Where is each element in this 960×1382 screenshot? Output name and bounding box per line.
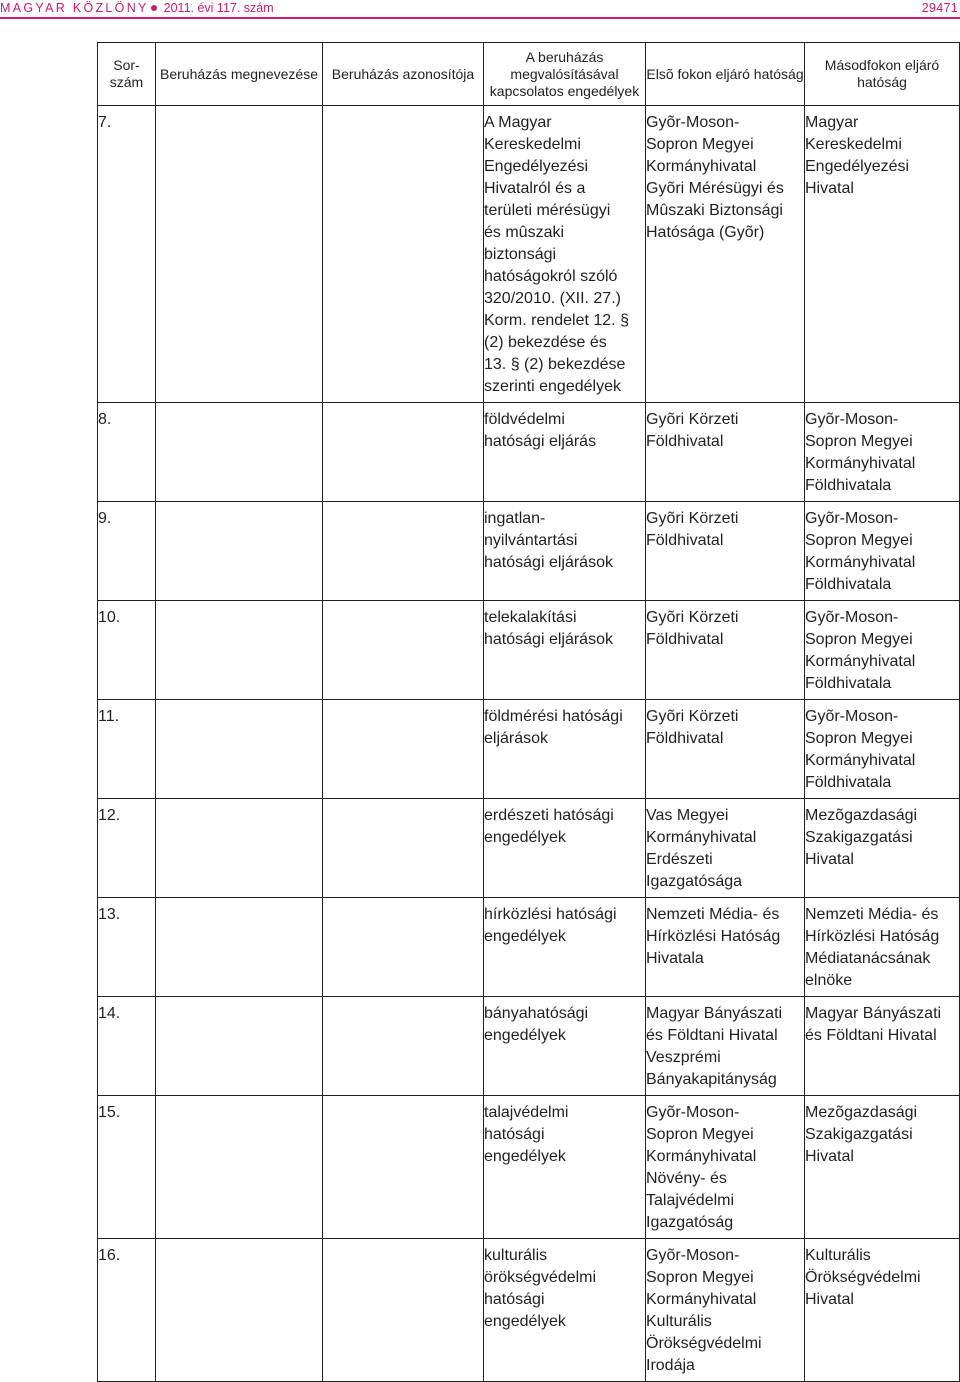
second-instance-authority: Magyar Bányászati és Földtani Hivatal [805, 997, 960, 1096]
second-instance-authority: Magyar Kereskedelmi Engedélyezési Hivatal [805, 106, 960, 403]
second-instance-authority: Gyõr-Moson- Sopron Megyei Kormányhivatal Földhivatala [805, 601, 960, 700]
permits-cell: telekalakítási hatósági eljárások [484, 601, 646, 700]
permits-cell: hírközlési hatósági engedélyek [484, 898, 646, 997]
investment-id-cell [323, 106, 484, 403]
table-row [98, 1239, 960, 1382]
row-number: 16. [98, 1239, 156, 1382]
permits-cell: talajvédelmi hatósági engedélyek [484, 1096, 646, 1239]
first-instance-authority: Gyõri Körzeti Földhivatal [646, 502, 805, 601]
table-row [98, 700, 960, 799]
investment-name-cell [156, 898, 323, 997]
column-header-col-permits: A beruházás megvalósításával kapcsolatos engedélyek [484, 43, 646, 106]
row-number: 11. [98, 700, 156, 799]
row-number: 13. [98, 898, 156, 997]
permits-cell: ingatlan- nyilvántartási hatósági eljárások [484, 502, 646, 601]
first-instance-authority: Gyõri Körzeti Földhivatal [646, 403, 805, 502]
permits-cell: földmérési hatósági eljárások [484, 700, 646, 799]
investment-name-cell [156, 403, 323, 502]
row-number: 7. [98, 106, 156, 403]
investment-name-cell [156, 1096, 323, 1239]
bullet-icon [151, 5, 157, 11]
column-header-col-second-instance: Másodfokon eljáró hatóság [805, 43, 960, 106]
permits-cell: erdészeti hatósági engedélyek [484, 799, 646, 898]
page-number: 29471 [921, 1, 958, 15]
publication-title: MAGYAR KÖZLÖNY [0, 1, 149, 15]
permits-cell: A Magyar Kereskedelmi Engedélyezési Hivatalról és a területi mérésügyi és mûszaki biztonsági hatóságokról szóló 320/2010. (XII. 27.) Korm. rendelet 12. § (2) bekezdése és 13. § (2) bekezdése szerinti engedélyek [484, 106, 646, 403]
investment-name-cell [156, 799, 323, 898]
permits-table [97, 42, 960, 1382]
investment-name-cell [156, 997, 323, 1096]
investment-name-cell [156, 106, 323, 403]
first-instance-authority: Gyõr-Moson- Sopron Megyei Kormányhivatal Gyõri Mérésügyi és Mûszaki Biztonsági Hatósága (Gyõr) [646, 106, 805, 403]
investment-id-cell [323, 799, 484, 898]
second-instance-authority: Mezõgazdasági Szakigazgatási Hivatal [805, 1096, 960, 1239]
column-header-col-first-instance: Elsõ fokon eljáró hatóság [646, 43, 805, 106]
column-header-col-investment-id: Beruházás azonosítója [323, 43, 484, 106]
table-row [98, 1096, 960, 1239]
second-instance-authority: Gyõr-Moson- Sopron Megyei Kormányhivatal Földhivatala [805, 502, 960, 601]
permits-cell: bányahatósági engedélyek [484, 997, 646, 1096]
first-instance-authority: Gyõr-Moson- Sopron Megyei Kormányhivatal Növény- és Talajvédelmi Igazgatóság [646, 1096, 805, 1239]
investment-id-cell [323, 403, 484, 502]
header-row [98, 43, 960, 106]
row-number: 12. [98, 799, 156, 898]
investment-id-cell [323, 700, 484, 799]
investment-name-cell [156, 601, 323, 700]
first-instance-authority: Magyar Bányászati és Földtani Hivatal Veszprémi Bányakapitányság [646, 997, 805, 1096]
second-instance-authority: Mezõgazdasági Szakigazgatási Hivatal [805, 799, 960, 898]
permits-cell: földvédelmi hatósági eljárás [484, 403, 646, 502]
second-instance-authority: Kulturális Örökségvédelmi Hivatal [805, 1239, 960, 1382]
investment-name-cell [156, 700, 323, 799]
row-number: 8. [98, 403, 156, 502]
investment-id-cell [323, 997, 484, 1096]
row-number: 9. [98, 502, 156, 601]
second-instance-authority: Gyõr-Moson- Sopron Megyei Kormányhivatal Földhivatala [805, 700, 960, 799]
first-instance-authority: Nemzeti Média- és Hírközlési Hatóság Hivatala [646, 898, 805, 997]
row-number: 14. [98, 997, 156, 1096]
investment-id-cell [323, 502, 484, 601]
table-row [98, 799, 960, 898]
table-header [98, 43, 960, 106]
first-instance-authority: Gyõri Körzeti Földhivatal [646, 601, 805, 700]
first-instance-authority: Gyõri Körzeti Földhivatal [646, 700, 805, 799]
row-number: 10. [98, 601, 156, 700]
investment-id-cell [323, 1239, 484, 1382]
page-header [0, 0, 960, 16]
table-row [98, 997, 960, 1096]
header-divider [0, 17, 960, 19]
table-body [98, 106, 960, 1382]
second-instance-authority: Gyõr-Moson- Sopron Megyei Kormányhivatal Földhivatala [805, 403, 960, 502]
investment-name-cell [156, 502, 323, 601]
column-header-col-row-number: Sor- szám [98, 43, 156, 106]
investment-name-cell [156, 1239, 323, 1382]
issue-label: 2011. évi 117. szám [163, 1, 274, 15]
investment-id-cell [323, 601, 484, 700]
table-row [98, 106, 960, 403]
investment-id-cell [323, 898, 484, 997]
table-row [98, 403, 960, 502]
table-row [98, 601, 960, 700]
table-row [98, 502, 960, 601]
publication-line [0, 0, 274, 16]
second-instance-authority: Nemzeti Média- és Hírközlési Hatóság Médiatanácsának elnöke [805, 898, 960, 997]
table-row [98, 898, 960, 997]
investment-id-cell [323, 1096, 484, 1239]
column-header-col-investment-name: Beruházás megnevezése [156, 43, 323, 106]
first-instance-authority: Vas Megyei Kormányhivatal Erdészeti Igazgatósága [646, 799, 805, 898]
first-instance-authority: Gyõr-Moson- Sopron Megyei Kormányhivatal Kulturális Örökségvédelmi Irodája [646, 1239, 805, 1382]
row-number: 15. [98, 1096, 156, 1239]
permits-cell: kulturális örökségvédelmi hatósági engedélyek [484, 1239, 646, 1382]
